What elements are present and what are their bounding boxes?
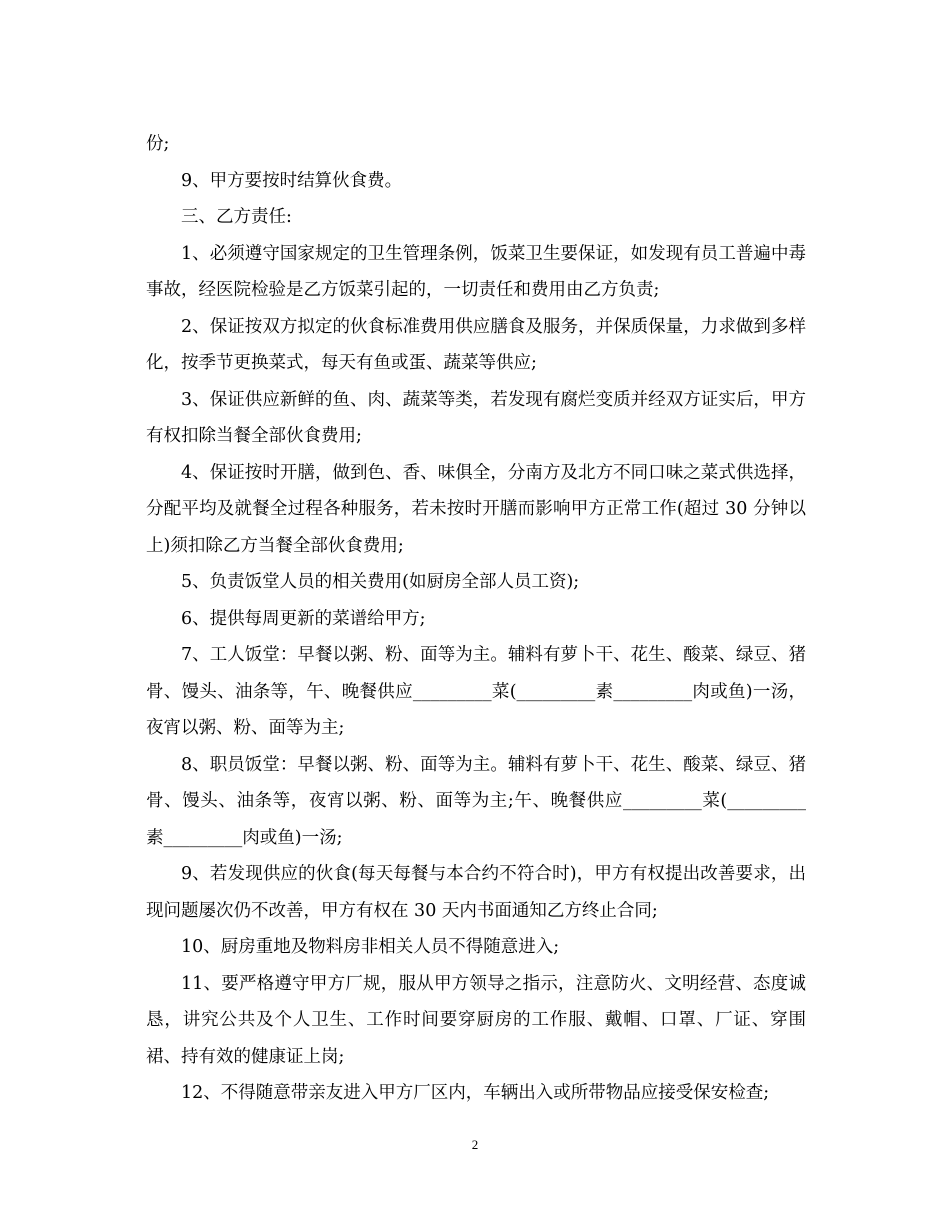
paragraph-clause-yi-8: 8、职员饭堂：早餐以粥、粉、面等为主。辅料有萝卜干、花生、酸菜、绿豆、猪骨、馒头、油条等，夜宵以粥、粉、面等为主;午、晚餐供应_________菜(_________素_________肉或鱼)一汤; [146, 754, 806, 848]
paragraph-clause-yi-1: 1、必须遵守国家规定的卫生管理条例，饭菜卫生要保证，如发现有员工普遍中毒事故，经医院检验是乙方饭菜引起的，一切责任和费用由乙方负责; [146, 243, 806, 300]
paragraph-clause-yi-6: 6、提供每周更新的菜谱给甲方; [181, 608, 426, 629]
paragraph-clause-yi-2: 2、保证按双方拟定的伙食标准费用供应膳食及服务，并保质保量，力求做到多样化，按季节更换菜式，每天有鱼或蛋、蔬菜等供应; [146, 316, 806, 373]
section-heading-yi-responsibility: 三、乙方责任: [181, 207, 292, 227]
paragraph-clause-yi-3: 3、保证供应新鲜的鱼、肉、蔬菜等类，若发现有腐烂变质并经双方证实后，甲方有权扣除当餐全部伙食费用; [146, 389, 806, 446]
paragraph-clause-yi-11: 11、要严格遵守甲方厂规，服从甲方领导之指示，注意防火、文明经营、态度诚恳，讲究公共及个人卫生、工作时间要穿厨房的工作服、戴帽、口罩、厂证、穿围裙、持有效的健康证上岗; [146, 973, 806, 1067]
paragraph-clause-jia-9: 9、甲方要按时结算伙食费。 [181, 170, 403, 191]
paragraph-clause-yi-12: 12、不得随意带亲友进入甲方厂区内，车辆出入或所带物品应接受保安检查; [181, 1083, 770, 1103]
paragraph-clause-yi-7: 7、工人饭堂：早餐以粥、粉、面等为主。辅料有萝卜干、花生、酸菜、绿豆、猪骨、馒头、油条等，午、晚餐供应_________菜(_________素_________肉或鱼)一汤，夜宵以粥、粉、面等为主; [146, 645, 806, 738]
paragraph-clause-yi-9: 9、若发现供应的伙食(每天每餐与本合约不符合时)，甲方有权提出改善要求，出现问题屡次仍不改善，甲方有权在 30 天内书面通知乙方终止合同; [146, 864, 806, 921]
paragraph-clause-yi-10: 10、厨房重地及物料房非相关人员不得随意进入; [181, 937, 560, 957]
paragraph-clause-yi-4: 4、保证按时开膳，做到色、香、味俱全，分南方及北方不同口味之菜式供选择，分配平均及就餐全过程各种服务，若未按时开膳而影响甲方正常工作(超过 30 分钟以上)须扣除乙方当餐全部伙食费用; [146, 462, 806, 556]
paragraph-clause-yi-5: 5、负责饭堂人员的相关费用(如厨房全部人员工资); [181, 572, 580, 592]
paragraph-continuation: 份; [146, 134, 170, 154]
document-body [146, 126, 806, 1112]
page-number: 2 [471, 1137, 479, 1152]
